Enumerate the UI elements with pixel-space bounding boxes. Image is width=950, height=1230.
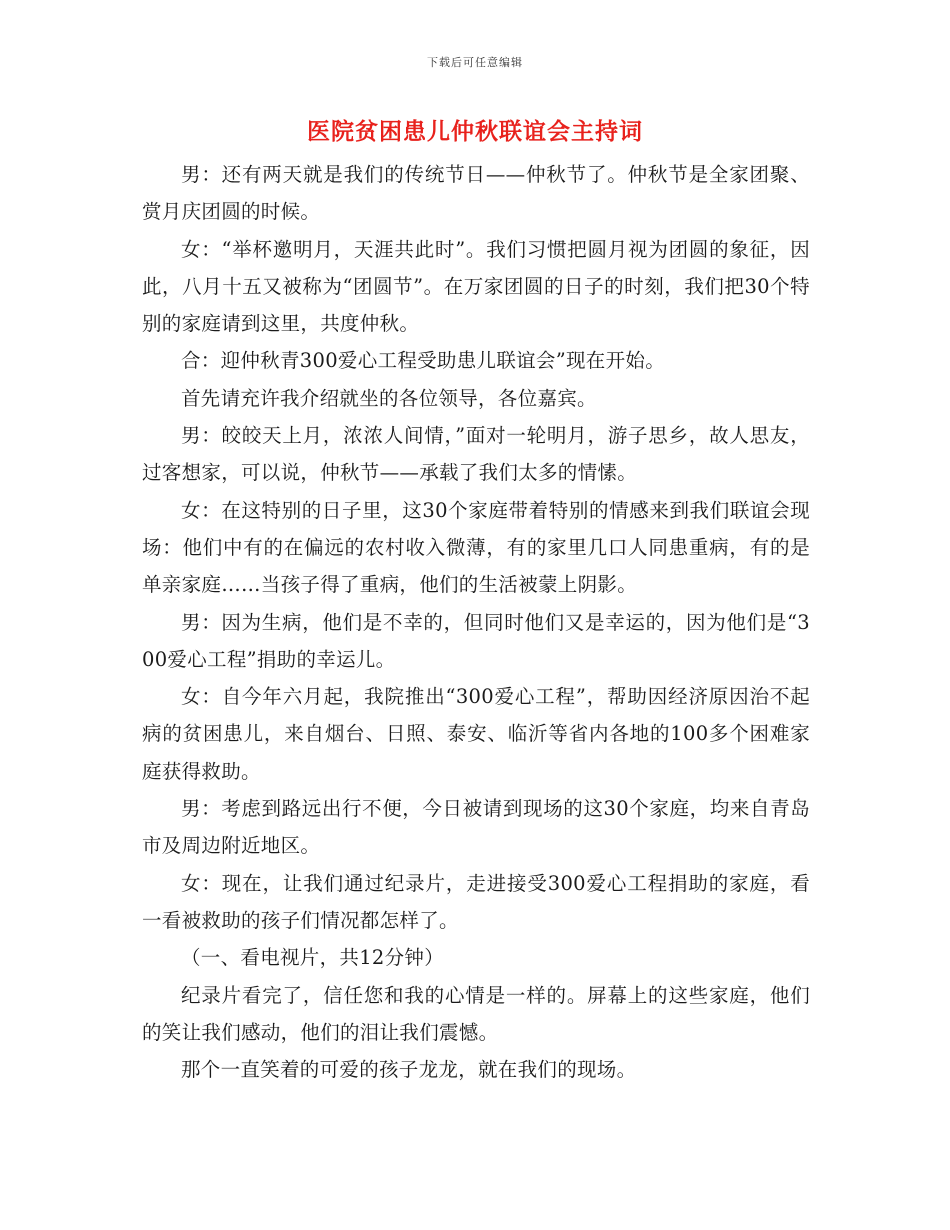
paragraph: 男：考虑到路远出行不便，今日被请到现场的这30个家庭，均来自青岛市及周边附近地区。 [142,797,810,858]
paragraph: 男：皎皎天上月，浓浓人间情，”面对一轮明月，游子思乡，故人思友，过客想家，可以说，仲秋节——承载了我们太多的情愫。 [142,424,810,485]
header-note: 下载后可任意编辑 [427,56,523,69]
paragraph: 那个一直笑着的可爱的孩子龙龙，就在我们的现场。 [181,1058,637,1082]
paragraph: 女：现在，让我们通过纪录片，走进接受300爱心工程捐助的家庭，看一看被救助的孩子们情况都怎样了。 [142,871,810,932]
paragraph: 合：迎仲秋青300爱心工程受助患儿联谊会”现在开始。 [181,349,665,373]
paragraph: 女：在这特别的日子里，这30个家庭带着特别的情感来到我们联谊会现场：他们中有的在偏远的农村收入微薄，有的家里几口人同患重病，有的是单亲家庭……当孩子得了重病，他们的生活被蒙上阴影。 [142,498,810,597]
document-title: 医院贫困患儿仲秋联谊会主持词 [307,118,643,145]
paragraph: （一、看电视片，共12分钟） [181,946,445,970]
paragraph: 首先请充许我介绍就坐的各位领导，各位嘉宾。 [181,386,597,410]
document-body [142,156,810,1088]
paragraph: 纪录片看完了，信任您和我的心情是一样的。屏幕上的这些家庭，他们的笑让我们感动，他们的泪让我们震憾。 [142,983,810,1044]
paragraph: 女：“举杯邀明月，天涯共此时”。我们习惯把圆月视为团圆的象征，因此，八月十五又被称为“团圆节”。在万家团圆的日子的时刻，我们把30个特别的家庭请到这里，共度仲秋。 [142,237,810,336]
paragraph: 女：自今年六月起，我院推出“300爱心工程”，帮助因经济原因治不起病的贫困患儿，来自烟台、日照、泰安、临沂等省内各地的100多个困难家庭获得救助。 [142,685,810,783]
paragraph: 男：还有两天就是我们的传统节日——仲秋节了。仲秋节是全家团聚、赏月庆团圆的时候。 [142,163,810,224]
paragraph: 男：因为生病，他们是不幸的，但同时他们又是幸运的，因为他们是“300爱心工程”捐助的幸运儿。 [142,610,810,671]
